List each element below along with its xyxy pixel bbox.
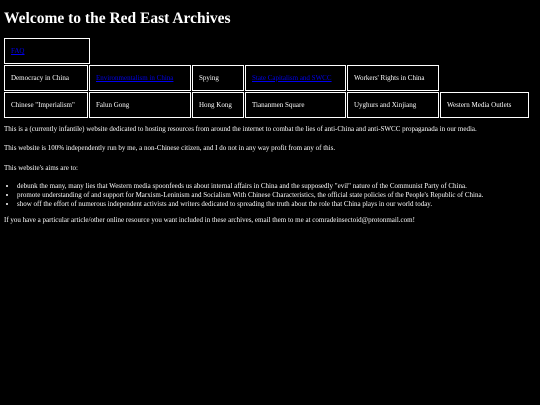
nav-item-tiananmen-square [245, 92, 346, 118]
nav-item-democracy-in-china [4, 65, 88, 91]
aims-list-item: • show off the effort of numerous independent activists and writers dedicated to spreading the truth about the role that China plays in our world today. [17, 200, 483, 209]
nav-item-falun-gong [89, 92, 191, 118]
aims-list [4, 182, 483, 209]
nav-link-label[interactable]: State Capitalism and SWCC [252, 73, 332, 82]
nav-item-hong-kong [192, 92, 244, 118]
nav-item-chinese-imperialism [4, 92, 88, 118]
nav-item-label: Uyghurs and Xinjiang [354, 100, 417, 109]
aims-list-item: • promote understanding of and support for Marxism-Leninism and Socialism With Chinese Characteristics, the official state policies of the People's Republic of China. [17, 191, 483, 200]
nav-link-environmentalism[interactable] [89, 65, 191, 91]
nav-row-3 [4, 92, 530, 118]
nav-item-label: Spying [199, 73, 219, 82]
contact-paragraph: If you have a particular article/other online resource you want included in these archives, email them to me at comradeinsectoid@protonmail.com! [4, 216, 415, 224]
aims-heading: This website's aims are to: [4, 164, 78, 172]
nav-link-faq[interactable] [4, 38, 90, 64]
nav-item-western-media-outlets [440, 92, 529, 118]
nav-item-label: Western Media Outlets [447, 100, 512, 109]
nav-link-label[interactable]: Environmentalism in China [96, 73, 174, 82]
nav-item-uyghurs-xinjiang [347, 92, 439, 118]
nav-item-label: Falun Gong [96, 100, 130, 109]
nav-link-state-capitalism-swcc[interactable] [245, 65, 346, 91]
intro-paragraph: This is a (currently infantile) website dedicated to hosting resources from around the internet to combat the lies of anti-China and anti-SWCC propaganada in our media. [4, 125, 477, 133]
nav-item-workers-rights [347, 65, 439, 91]
nav-item-label: Chinese "Imperialism" [11, 100, 75, 109]
aims-list-item: • debunk the many, many lies that Western media spoonfeeds us about internal affairs in China and the supposedly "evil" nature of the Communist Party of China. [17, 182, 483, 191]
independence-paragraph: This website is 100% independently run by me, a non-Chinese citizen, and I do not in any way profit from any of this. [4, 144, 336, 152]
nav-item-spying [192, 65, 244, 91]
nav-link-faq-label[interactable]: FAQ [11, 46, 25, 55]
nav-row-1 [4, 38, 530, 64]
nav-item-label: Workers' Rights in China [354, 73, 425, 82]
nav-row-2 [4, 65, 530, 91]
nav-item-label: Tiananmen Square [252, 100, 305, 109]
topic-nav-table [4, 38, 530, 118]
nav-item-label: Hong Kong [199, 100, 232, 109]
nav-item-label: Democracy in China [11, 73, 69, 82]
page-title: Welcome to the Red East Archives [4, 10, 231, 27]
